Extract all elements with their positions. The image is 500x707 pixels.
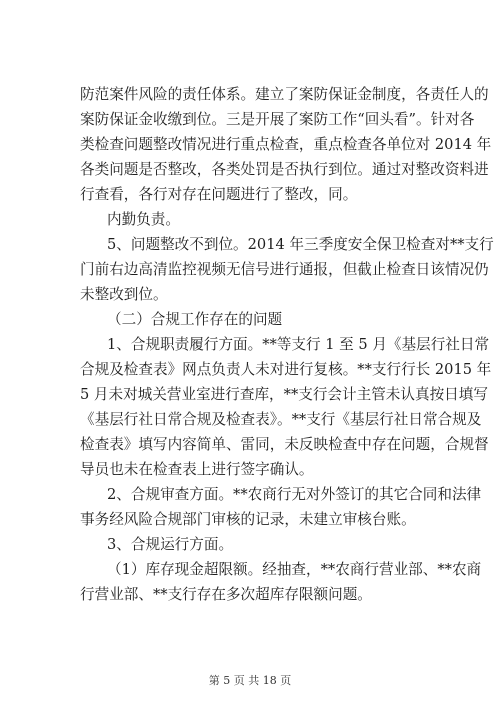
paragraph-line: 5、问题整改不到位。2014 年三季度安全保卫检查对**支行: [107, 236, 494, 253]
paragraph-line: 2、合规审查方面。**农商行无对外签订的其它合同和法律: [107, 486, 482, 503]
paragraph-line: 内勤负责。: [107, 211, 180, 228]
paragraph-line: 未整改到位。: [80, 286, 168, 303]
paragraph-line: 门前右边高清监控视频无信号进行通报，但截止检查日该情况仍: [80, 261, 489, 278]
paragraph-line: 防范案件风险的责任体系。建立了案防保证金制度，各责任人的: [80, 86, 489, 103]
document-body: [80, 85, 494, 610]
paragraph-line: 类检查问题整改情况进行重点检查，重点检查各单位对 2014 年: [80, 136, 492, 153]
page-number-footer: 第 5 页 共 18 页: [208, 674, 292, 687]
paragraph-line: 《基层行社日常合规及检查表》。**支行《基层行社日常合规及: [80, 411, 482, 428]
paragraph-line: 3、合规运行方面。: [107, 536, 234, 553]
paragraph-line: 导员也未在检查表上进行签字确认。: [80, 461, 314, 478]
paragraph-line: 案防保证金收缴到位。三是开展了案防工作“回头看”。针对各: [80, 111, 475, 128]
paragraph-line: 行查看，各行对存在问题进行了整改，同。: [80, 186, 358, 203]
paragraph-line: （1）库存现金超限额。经抽查，**农商行营业部、**农商: [107, 561, 482, 578]
paragraph-line: 合规及检查表》网点负责人未对进行复核。**支行行长 2015 年: [80, 361, 492, 378]
paragraph-line: 事务经风险合规部门审核的记录，未建立审核台账。: [80, 511, 416, 528]
paragraph-line: 5 月未对城关营业室进行查库，**支行会计主管未认真按日填写: [80, 386, 488, 403]
paragraph-line: 检查表》填写内容简单、雷同，未反映检查中存在问题，合规督: [80, 436, 489, 453]
section-heading: （二）合规工作存在的问题: [107, 311, 283, 328]
paragraph-line: 各类问题是否整改，各类处罚是否执行到位。通过对整改资料进: [80, 161, 489, 178]
paragraph-line: 1、合规职责履行方面。**等支行 1 至 5 月《基层行社日常: [107, 336, 490, 353]
paragraph-line: 行营业部、**支行存在多次超库存限额问题。: [80, 586, 372, 603]
